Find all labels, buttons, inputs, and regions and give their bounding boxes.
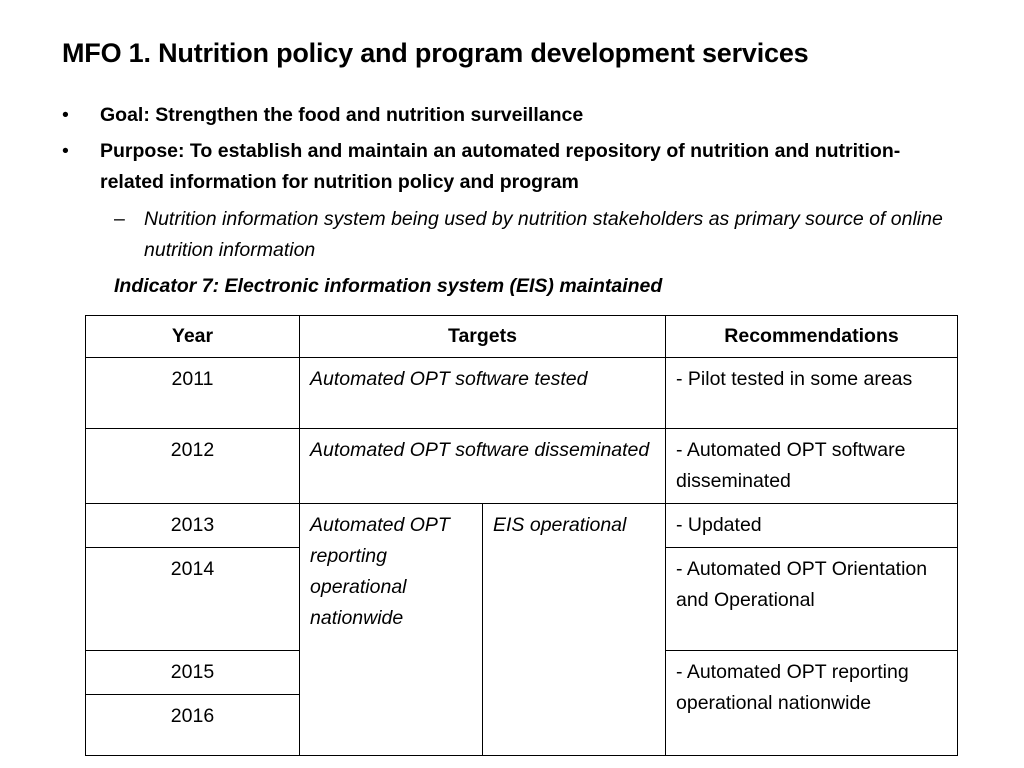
bullet-goal-text: Goal: Strengthen the food and nutrition surveillance xyxy=(100,104,584,126)
merged-target-reporting: Automated OPT reporting operational nationwide xyxy=(300,504,483,756)
year-cell: 2013 xyxy=(86,504,300,548)
year-cell: 2014 xyxy=(86,548,300,651)
slide-title: MFO 1. Nutrition policy and program development services xyxy=(62,38,809,68)
targets-table xyxy=(85,315,958,756)
recommendation-cell: - Pilot tested in some areas xyxy=(666,358,958,429)
bullet-marker: • xyxy=(62,104,69,126)
sub-bullet-marker: – xyxy=(114,208,125,230)
bullet-purpose-text: Purpose: To establish and maintain an automated repository of nutrition and nutrition-related information for nutrition policy and program xyxy=(100,140,901,193)
header-targets: Targets xyxy=(300,316,666,358)
year-cell: 2015 xyxy=(86,651,300,695)
recommendation-cell: - Automated OPT reporting operational nationwide xyxy=(666,651,958,756)
target-cell: Automated OPT software disseminated xyxy=(300,429,666,504)
header-recommendations: Recommendations xyxy=(666,316,958,358)
bullet-purpose xyxy=(0,136,1024,198)
year-cell: 2016 xyxy=(86,695,300,756)
bullet-marker: • xyxy=(62,140,69,162)
indicator-heading: Indicator 7: Electronic information system (EIS) maintained xyxy=(114,275,663,297)
sub-bullet-text: Nutrition information system being used by nutrition stakeholders as primary source of online nutrition information xyxy=(144,208,943,261)
recommendation-cell: - Updated xyxy=(666,504,958,548)
table-row xyxy=(86,429,958,504)
sub-bullet xyxy=(0,204,1024,266)
recommendation-cell: - Automated OPT software disseminated xyxy=(666,429,958,504)
recommendation-cell: - Automated OPT Orientation and Operational xyxy=(666,548,958,651)
merged-target-eis: EIS operational xyxy=(483,504,666,756)
year-cell: 2012 xyxy=(86,429,300,504)
year-cell: 2011 xyxy=(86,358,300,429)
table-header-row xyxy=(86,316,958,358)
target-cell: Automated OPT software tested xyxy=(300,358,666,429)
bullet-goal xyxy=(0,100,1024,131)
table-row xyxy=(86,504,958,548)
header-year: Year xyxy=(86,316,300,358)
table-row xyxy=(86,358,958,429)
